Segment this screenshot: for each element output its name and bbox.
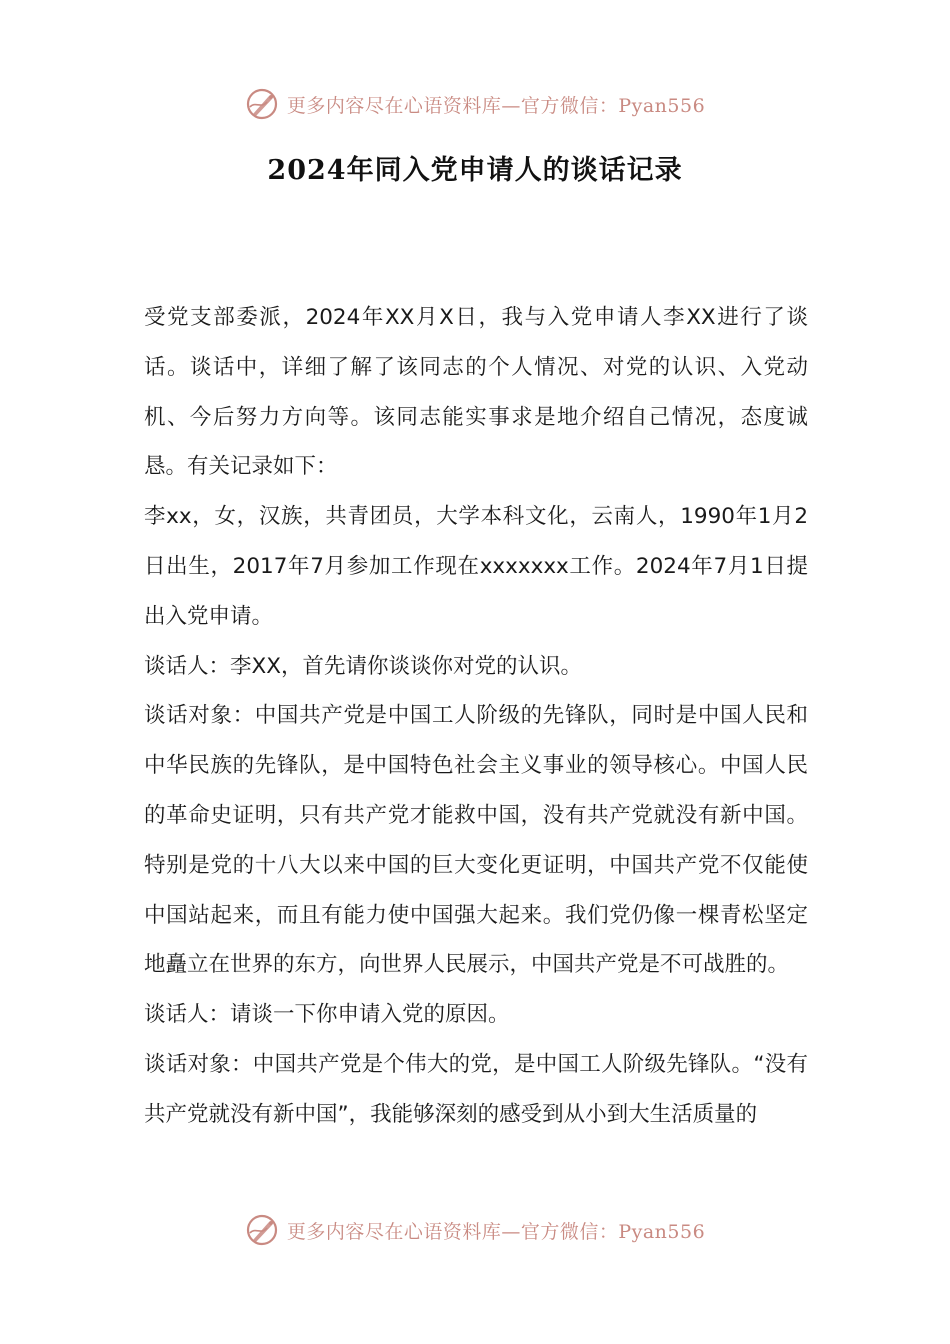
pen-logo-icon: [245, 87, 279, 121]
document-body: [144, 293, 808, 1140]
paragraph-question-1: 谈话人：李XX，首先请你谈谈你对党的认识。: [144, 653, 582, 679]
paragraph-profile: 李xx，女，汉族，共青团员，大学本科文化，云南人，1990年1月2日出生，2017年7月参加工作现在xxxxxxx工作。2024年7月1日提出入党申请。: [144, 504, 808, 629]
paragraph-answer-2: 谈话对象：中国共产党是个伟大的党，是中国工人阶级先锋队。“没有共产党就没有新中国”，我能够深刻的感受到从小到大生活质量的: [144, 1051, 808, 1127]
paragraph-question-2: 谈话人：请谈一下你申请入党的原因。: [144, 1002, 510, 1028]
pen-logo-icon: [245, 1213, 279, 1247]
document-title: 2024年同入党申请人的谈话记录: [267, 155, 683, 186]
paragraph-answer-1: 谈话对象：中国共产党是中国工人阶级的先锋队，同时是中国人民和中华民族的先锋队，是中国特色社会主义事业的领导核心。中国人民的革命史证明，只有共产党才能救中国，没有共产党就没有新中国。特别是党的十八大以来中国的巨大变化更证明，中国共产党不仅能使中国站起来，而且有能力使中国强大起来。我们党仍像一棵青松坚定地矗立在世界的东方，向世界人民展示，中国共产党是不可战胜的。: [144, 703, 808, 978]
footer-banner-text: 更多内容尽在心语资料库—官方微信：Pyan556: [286, 1220, 706, 1243]
header-banner: [0, 84, 950, 124]
paragraph-intro: 受党支部委派，2024年XX月X日，我与入党申请人李XX进行了谈话。谈话中，详细了解了该同志的个人情况、对党的认识、入党动机、今后努力方向等。该同志能实事求是地介绍自己情况，态度诚恳。有关记录如下：: [144, 305, 808, 480]
header-banner-text: 更多内容尽在心语资料库—官方微信：Pyan556: [286, 94, 706, 117]
footer-banner: [0, 1210, 950, 1250]
